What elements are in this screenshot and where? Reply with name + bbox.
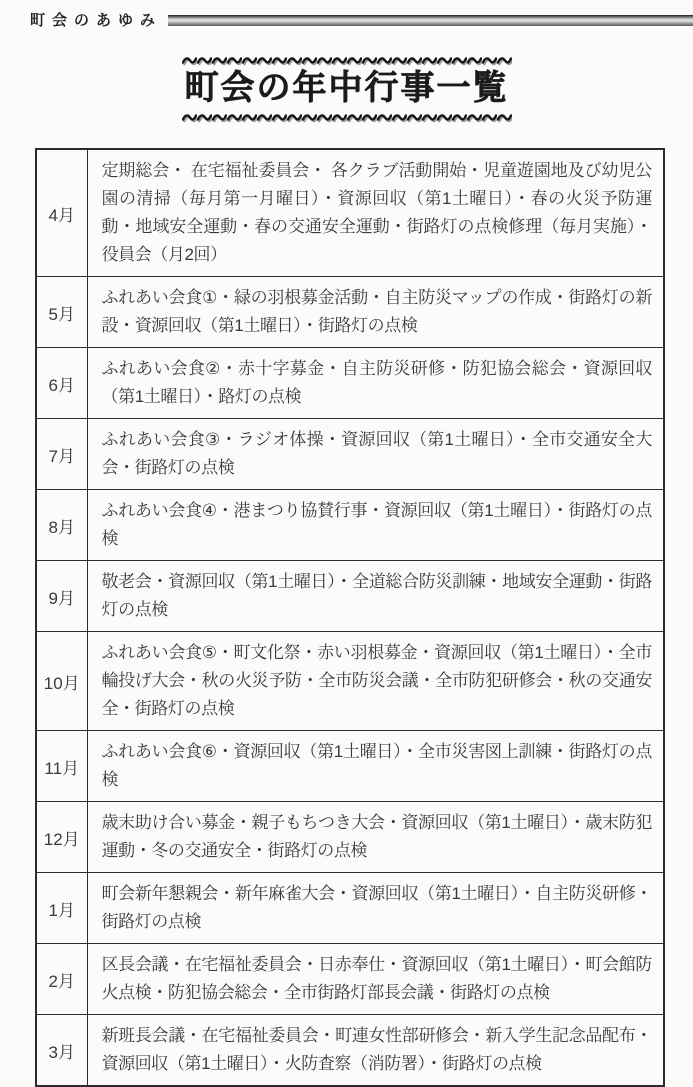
month-cell: 10月 [36,632,87,731]
month-cell: 12月 [36,802,87,873]
month-cell: 11月 [36,731,87,802]
month-cell: 4月 [36,149,87,277]
events-cell: 新班長会議・在宅福祉委員会・町連女性部研修会・新入学生記念品配布・資源回収（第1土曜日）・火防査察（消防署）・街路灯の点検 [87,1015,664,1087]
month-cell: 1月 [36,873,87,944]
month-cell: 8月 [36,490,87,561]
table-row [36,632,664,731]
events-cell: ふれあい会食①・緑の羽根募金活動・自主防災マップの作成・街路灯の新設・資源回収（第1土曜日）・街路灯の点検 [87,277,664,348]
events-cell: 町会新年懇親会・新年麻雀大会・資源回収（第1土曜日）・自主防災研修・街路灯の点検 [87,873,664,944]
month-cell: 7月 [36,419,87,490]
annual-events-table [35,148,665,1087]
events-cell: ふれあい会食④・港まつり協賛行事・資源回収（第1土曜日）・街路灯の点検 [87,490,664,561]
events-cell: 区長会議・在宅福祉委員会・日赤奉仕・資源回収（第1土曜日）・町会館防火点検・防犯協会総会・全市街路灯部長会議・街路灯の点検 [87,944,664,1015]
events-cell: ふれあい会食⑤・町文化祭・赤い羽根募金・資源回収（第1土曜日）・全市輪投げ大会・秋の火災予防・全市防災会議・全市防犯研修会・秋の交通安全・街路灯の点検 [87,632,664,731]
month-cell: 2月 [36,944,87,1015]
table-row [36,873,664,944]
month-cell: 3月 [36,1015,87,1087]
month-cell: 5月 [36,277,87,348]
events-cell: 歳末助け合い募金・親子もちつき大会・資源回収（第1土曜日）・歳末防犯運動・冬の交通安全・街路灯の点検 [87,802,664,873]
page-title: 町会の年中行事一覧 [184,69,509,107]
wavy-border-bottom-icon [182,111,512,124]
events-cell: ふれあい会食②・赤十字募金・自主防災研修・防犯協会総会・資源回収（第1土曜日）・路灯の点検 [87,348,664,419]
month-cell: 9月 [36,561,87,632]
page-header [0,0,693,28]
table-row [36,731,664,802]
events-table-body [36,149,664,1086]
wavy-border-top-icon [182,54,512,67]
table-row [36,149,664,277]
table-row [36,944,664,1015]
header-rule-bar [168,15,693,26]
table-row [36,419,664,490]
title-box [177,54,517,124]
events-cell: ふれあい会食⑥・資源回収（第1土曜日）・全市災害図上訓練・街路灯の点検 [87,731,664,802]
month-cell: 6月 [36,348,87,419]
events-cell: 敬老会・資源回収（第1土曜日）・全道総合防災訓練・地域安全運動・街路灯の点検 [87,561,664,632]
table-row [36,561,664,632]
annual-events-table-wrap [35,148,665,1087]
table-row [36,490,664,561]
page-header-label: 町会のあゆみ [30,12,163,29]
table-row [36,1015,664,1087]
events-cell: 定期総会・ 在宅福祉委員会・ 各クラブ活動開始・児童遊園地及び幼児公園の清掃（毎月第一月曜日）・資源回収（第1土曜日）・春の火災予防運動・地域安全運動・春の交通安全運動・街路灯の点検修理（毎月実施）・役員会（月2回） [87,149,664,277]
table-row [36,802,664,873]
table-row [36,348,664,419]
events-cell: ふれあい会食③・ラジオ体操・資源回収（第1土曜日）・全市交通安全大会・街路灯の点検 [87,419,664,490]
table-row [36,277,664,348]
